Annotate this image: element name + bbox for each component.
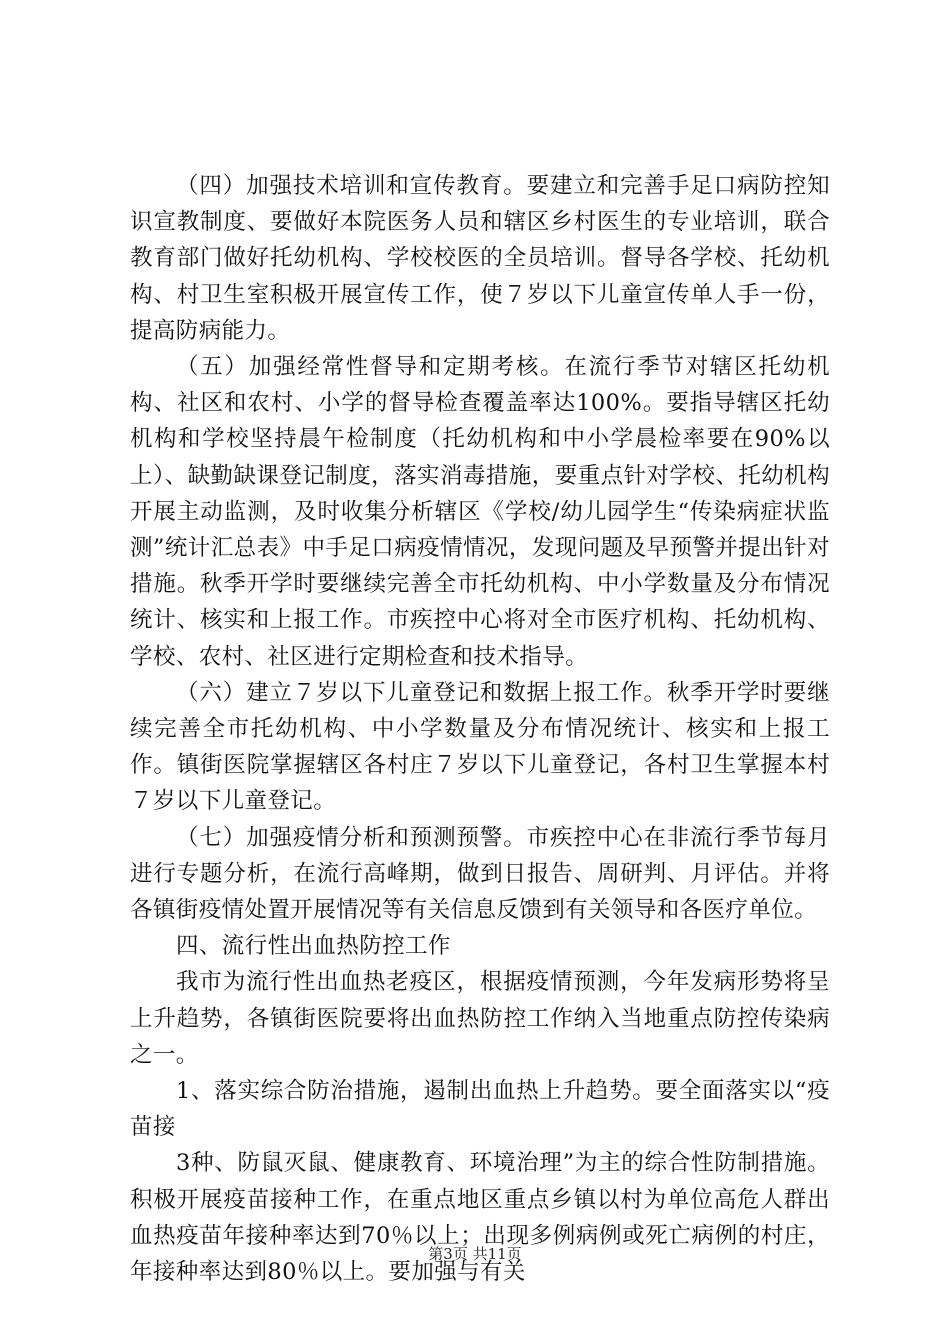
- page-number-footer: 第3页 共11页: [428, 1245, 522, 1263]
- section-heading-hemorrhagic-fever: 四、流行性出血热防控工作: [176, 933, 451, 960]
- paragraph-epidemic-analysis: （七）加强疫情分析和预测预警。市疾控中心在非流行季节每月进行专题分析，在流行高峰期，做到日报告、周研判、月评估。并将各镇街疫情处置开展情况等有关信息反馈到有关领导和各医疗单位。: [130, 824, 830, 924]
- paragraph-measures-item-1: 1、落实综合防治措施，遏制出血热上升趋势。要全面落实以“疫苗接: [130, 1078, 830, 1141]
- paragraph-hemorrhagic-fever-intro: 我市为流行性出血热老疫区，根据疫情预测，今年发病形势将呈上升趋势，各镇街医院要将出血热防控工作纳入当地重点防控传染病之一。: [130, 969, 830, 1068]
- paragraph-supervision: （五）加强经常性督导和定期考核。在流行季节对辖区托幼机构、社区和农村、小学的督导检查覆盖率达100%。要指导辖区托幼机构和学校坚持晨午检制度（托幼机构和中小学晨检率要在90%以上）、缺勤缺课登记制度，落实消毒措施，要重点针对学校、托幼机构开展主动监测，及时收集分析辖区《学校/幼儿园学生“传染病症状监测”统计汇总表》中手足口病疫情情况，发现问题及早预警并提出针对措施。秋季开学时要继续完善全市托幼机构、中小学数量及分布情况统计、核实和上报工作。市疾控中心将对全市医疗机构、托幼机构、学校、农村、社区进行定期检查和技术指导。: [130, 354, 830, 670]
- paragraph-child-registration: （六）建立７岁以下儿童登记和数据上报工作。秋季开学时要继续完善全市托幼机构、中小学数量及分布情况统计、核实和上报工作。镇街医院掌握辖区各村庄７岁以下儿童登记，各村卫生掌握本村７岁以下儿童登记。: [130, 679, 830, 815]
- document-body: [130, 168, 830, 1290]
- paragraph-measures-continued: 3种、防鼠灭鼠、健康教育、环境治理”为主的综合性防制措施。积极开展疫苗接种工作，在重点地区重点乡镇以村为单位高危人群出血热疫苗年接种率达到70％以上；出现多例病例或死亡病例的村庄，年接种率达到80％以上。要加强与有关: [130, 1150, 830, 1286]
- paragraph-training: （四）加强技术培训和宣传教育。要建立和完善手足口病防控知识宣教制度、要做好本院医务人员和辖区乡村医生的专业培训，联合教育部门做好托幼机构、学校校医的全员培训。督导各学校、托幼机构、村卫生室积极开展宣传工作，使７岁以下儿童宣传单人手一份，提高防病能力。: [130, 173, 830, 344]
